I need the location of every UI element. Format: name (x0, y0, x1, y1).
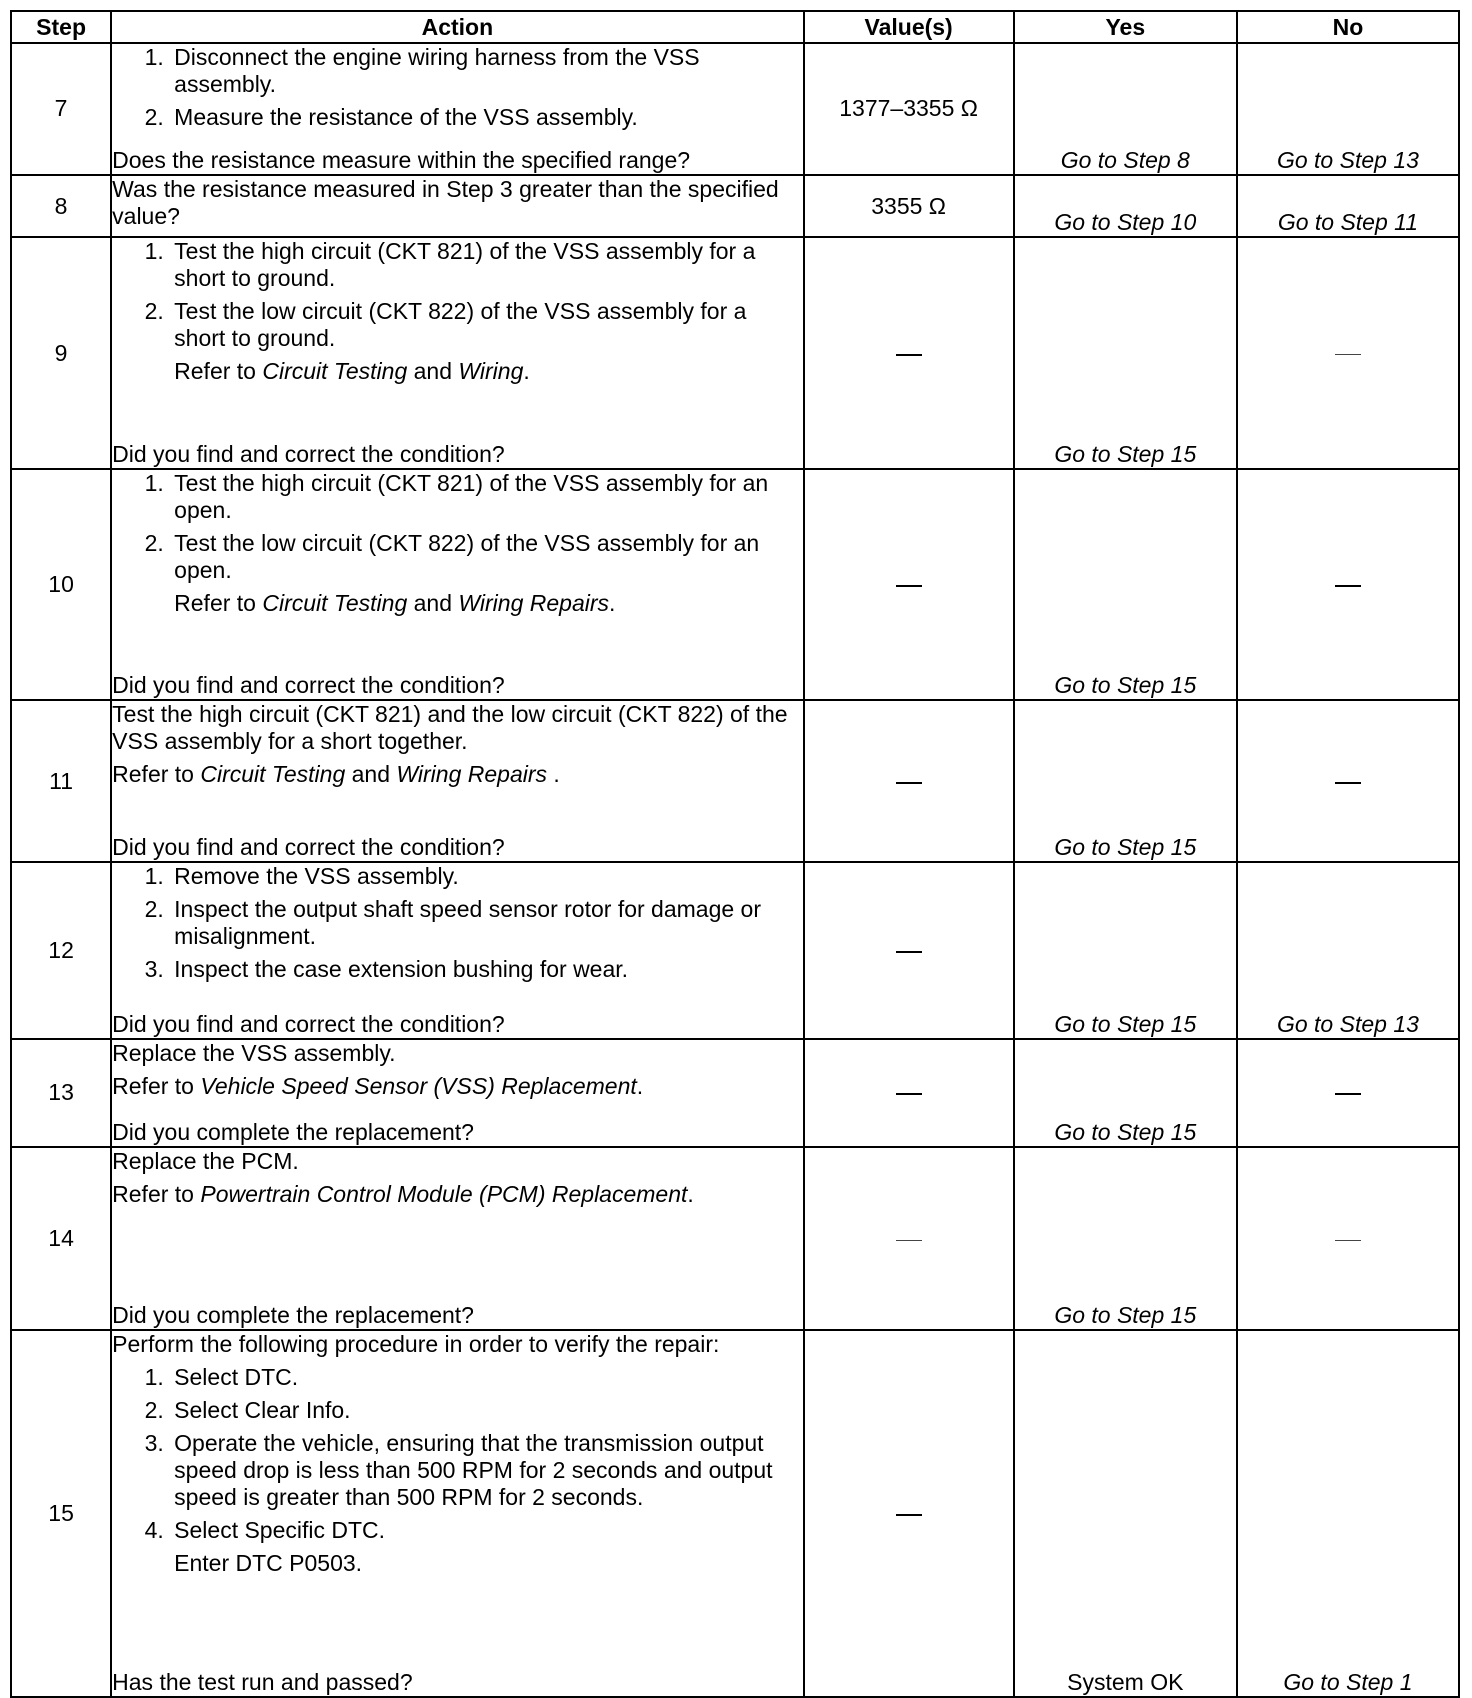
yes-link[interactable]: Go to Step 15 (1014, 700, 1237, 862)
value-cell (804, 1039, 1014, 1147)
table-row (11, 862, 1459, 1038)
step-number: 7 (11, 43, 111, 175)
list-item: 1. Remove the VSS assembly. (170, 863, 802, 890)
action-cell (111, 469, 803, 700)
list-item: 2. Test the low circuit (CKT 822) of the VSS assembly for an open. (170, 530, 802, 584)
dash-icon (896, 951, 922, 953)
action-cell (111, 1330, 803, 1697)
dash-icon (896, 1093, 922, 1095)
yes-link[interactable]: Go to Step 15 (1014, 237, 1237, 469)
action-cell (111, 237, 803, 469)
action-question: Has the test run and passed? (112, 1669, 413, 1695)
step-number: 12 (11, 862, 111, 1038)
action-cell (111, 1147, 803, 1330)
yes-link[interactable]: Go to Step 15 (1014, 1147, 1237, 1330)
table-row (11, 469, 1459, 700)
list-item: 2. Measure the resistance of the VSS assembly. (170, 104, 802, 131)
action-text: Replace the VSS assembly. (112, 1039, 396, 1066)
yes-link[interactable]: Go to Step 10 (1014, 175, 1237, 238)
action-text: Was the resistance measured in Step 3 greater than the specified value? (112, 175, 779, 229)
action-list (112, 238, 802, 352)
refer-line: Refer to Vehicle Speed Sensor (VSS) Replacement. (112, 1072, 644, 1099)
action-list (112, 1364, 802, 1544)
header-yes: Yes (1014, 11, 1237, 43)
header-values: Value(s) (804, 11, 1014, 43)
action-question: Did you find and correct the condition? (112, 834, 505, 861)
dash-icon (896, 354, 922, 356)
yes-link[interactable]: Go to Step 8 (1014, 43, 1237, 175)
action-cell (111, 43, 803, 175)
table-row (11, 175, 1459, 238)
no-link[interactable]: Go to Step 11 (1237, 175, 1459, 238)
step-number: 11 (11, 700, 111, 862)
dash-icon (1335, 1240, 1361, 1241)
wiring-repairs-link[interactable]: Wiring Repairs (458, 590, 610, 617)
refer-line: Refer to Circuit Testing and Wiring Repairs. (174, 590, 616, 617)
wiring-repairs-link[interactable]: Wiring Repairs (396, 761, 548, 788)
list-item: 2. Inspect the output shaft speed sensor rotor for damage or misalignment. (170, 896, 802, 950)
value-cell (804, 237, 1014, 469)
dash-icon (896, 585, 922, 587)
header-no: No (1237, 11, 1459, 43)
no-cell (1237, 1039, 1459, 1147)
list-item: 4. Select Specific DTC. (170, 1517, 802, 1544)
value-cell (804, 700, 1014, 862)
action-cell (111, 700, 803, 862)
action-cell (111, 175, 803, 238)
dash-icon (1335, 782, 1361, 784)
list-item: 2. Select Clear Info. (170, 1397, 802, 1424)
list-item: 1. Test the high circuit (CKT 821) of the VSS assembly for an open. (170, 470, 802, 524)
table-row (11, 700, 1459, 862)
circuit-testing-link[interactable]: Circuit Testing (262, 590, 408, 617)
dash-icon (1335, 354, 1361, 355)
header-step: Step (11, 11, 111, 43)
value-cell: 1377–3355 Ω (804, 43, 1014, 175)
step-number: 10 (11, 469, 111, 700)
header-row (11, 11, 1459, 43)
refer-line: Refer to Circuit Testing and Wiring Repairs . (112, 761, 560, 788)
dash-icon (896, 1514, 922, 1516)
action-question: Did you complete the replacement? (112, 1118, 474, 1145)
table-row (11, 1330, 1459, 1697)
step-number: 9 (11, 237, 111, 469)
value-cell (804, 1147, 1014, 1330)
vss-replacement-link[interactable]: Vehicle Speed Sensor (VSS) Replacement (200, 1072, 637, 1099)
no-cell (1237, 1147, 1459, 1330)
value-cell (804, 1330, 1014, 1697)
action-text: Test the high circuit (CKT 821) and the low circuit (CKT 822) of the VSS assembly for a short together. (112, 701, 788, 755)
yes-link[interactable]: Go to Step 15 (1014, 469, 1237, 700)
action-list (112, 863, 802, 989)
value-cell: 3355 Ω (804, 175, 1014, 238)
no-link[interactable]: Go to Step 13 (1237, 862, 1459, 1038)
yes-link[interactable]: Go to Step 15 (1014, 862, 1237, 1038)
value-cell (804, 862, 1014, 1038)
action-list (112, 470, 802, 584)
circuit-testing-link[interactable]: Circuit Testing (200, 761, 346, 788)
step-number: 8 (11, 175, 111, 238)
dash-icon (896, 1240, 922, 1241)
action-cell (111, 1039, 803, 1147)
header-action: Action (111, 11, 803, 43)
action-question: Did you complete the replacement? (112, 1302, 474, 1329)
no-link[interactable]: Go to Step 13 (1237, 43, 1459, 175)
step-number: 14 (11, 1147, 111, 1330)
refer-line: Refer to Circuit Testing and Wiring. (174, 358, 530, 385)
table-row (11, 1039, 1459, 1147)
yes-link[interactable]: Go to Step 15 (1014, 1039, 1237, 1147)
circuit-testing-link[interactable]: Circuit Testing (262, 358, 408, 385)
no-link[interactable]: Go to Step 1 (1237, 1330, 1459, 1697)
action-text: Replace the PCM. (112, 1147, 299, 1174)
action-question: Did you find and correct the condition? (112, 1010, 505, 1037)
list-item: 3. Operate the vehicle, ensuring that the transmission output speed drop is less than 500 RPM for 2 seconds and output speed is greater than 500 RPM for 2 seconds. (170, 1430, 802, 1511)
step-number: 15 (11, 1330, 111, 1697)
sub-line: Enter DTC P0503. (174, 1550, 363, 1577)
value-cell (804, 469, 1014, 700)
dash-icon (896, 782, 922, 784)
table-row (11, 1147, 1459, 1330)
no-cell (1237, 237, 1459, 469)
action-text: Perform the following procedure in order to verify the repair: (112, 1331, 720, 1358)
no-cell (1237, 469, 1459, 700)
dash-icon (1335, 1093, 1361, 1095)
action-cell (111, 862, 803, 1038)
table-row (11, 237, 1459, 469)
wiring-link[interactable]: Wiring (458, 358, 524, 385)
list-item: 1. Test the high circuit (CKT 821) of the VSS assembly for a short to ground. (170, 238, 802, 292)
action-list (112, 44, 802, 137)
action-question: Does the resistance measure within the specified range? (112, 146, 691, 173)
list-item: 1. Disconnect the engine wiring harness from the VSS assembly. (170, 44, 802, 98)
list-item: 1. Select DTC. (170, 1364, 802, 1391)
list-item: 2. Test the low circuit (CKT 822) of the VSS assembly for a short to ground. (170, 298, 802, 352)
action-question: Did you find and correct the condition? (112, 672, 505, 699)
diagnostic-table (10, 10, 1460, 1698)
pcm-replacement-link[interactable]: Powertrain Control Module (PCM) Replacement (200, 1180, 688, 1207)
step-number: 13 (11, 1039, 111, 1147)
action-question: Did you find and correct the condition? (112, 441, 505, 468)
dash-icon (1335, 585, 1361, 587)
list-item: 3. Inspect the case extension bushing for wear. (170, 956, 802, 983)
table-row (11, 43, 1459, 175)
no-cell (1237, 700, 1459, 862)
yes-result: System OK (1014, 1330, 1237, 1697)
refer-line: Refer to Powertrain Control Module (PCM) Replacement. (112, 1180, 694, 1207)
